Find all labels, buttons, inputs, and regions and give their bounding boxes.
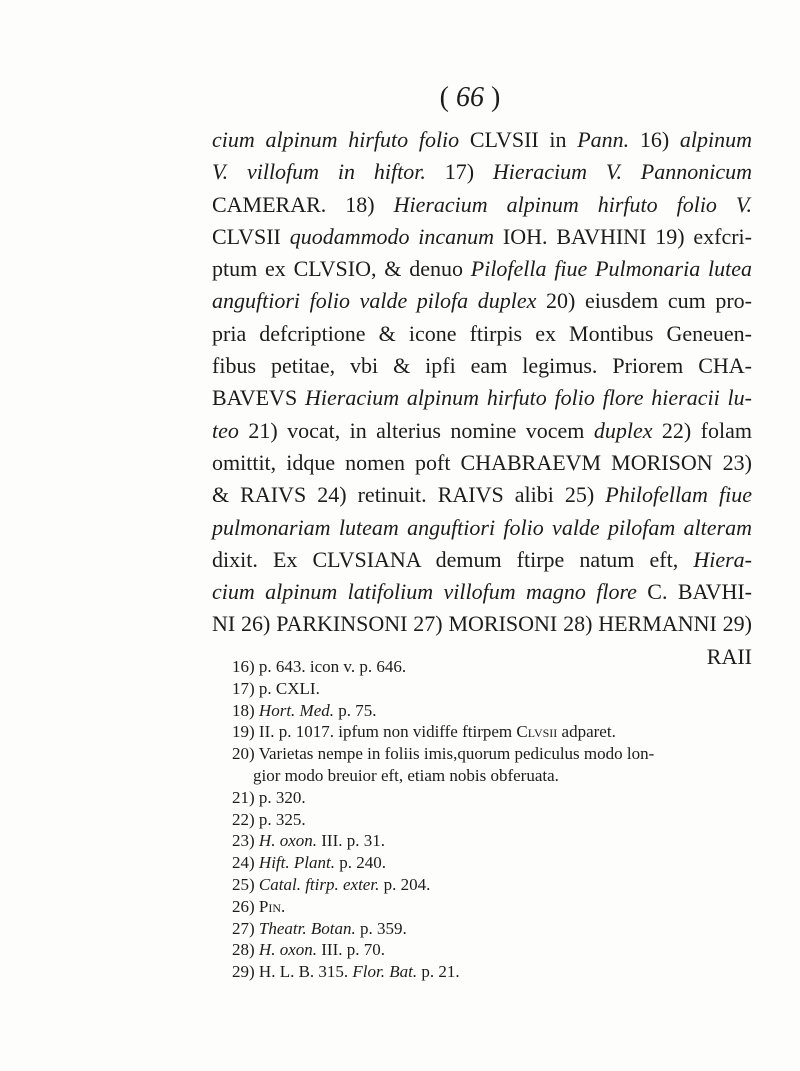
text-line-run: Hieracium alpinum hirfuto folio flore hieracii lu- (305, 385, 752, 411)
text-line-run: dixit. Ex CLVSIANA demum ftirpe natum eft, (212, 546, 694, 572)
text-line (212, 415, 752, 447)
text-line-run: Pann. (577, 127, 630, 152)
text-line-run: pulmonariam luteam anguftiori folio valde pilofam alteram (212, 514, 752, 540)
footnote (232, 678, 752, 700)
text-line-run: alpinum (679, 127, 752, 152)
text-line-run: BAVEVS (212, 385, 305, 411)
text-line (212, 221, 752, 253)
text-line-run: teo (212, 417, 239, 443)
text-line-run: 21) vocat, in alterius nomine vocem (238, 417, 594, 443)
text-line (212, 512, 752, 544)
footnote-run: Pin. (258, 896, 286, 916)
footnote-run: III. p. 31. (317, 831, 385, 851)
footnote-run: 23) (232, 831, 259, 851)
footnote-run: 22) p. 325. (232, 809, 306, 829)
text-line-run: Hieracium alpinum hirfuto folio V. (393, 191, 753, 217)
footnote-run: Hort. Med. (258, 700, 334, 720)
page-number-value: 66 (456, 82, 484, 113)
footnotes (232, 656, 752, 983)
text-line-run: 17) (425, 159, 493, 185)
text-line (212, 576, 752, 608)
page-number: ( 66 ) (439, 82, 501, 113)
footnote (232, 896, 752, 918)
text-line-run: CLVSII (212, 223, 290, 249)
footnote (232, 721, 752, 743)
footnote-run: p. 240. (334, 853, 386, 873)
footnote-run: Theatr. Botan. (258, 918, 356, 938)
footnote-run: p. 204. (379, 874, 431, 894)
footnote (232, 787, 752, 809)
text-line-run: 20) eiusdem cum pro- (536, 288, 753, 314)
text-line-run: C. BAVHI- (636, 579, 752, 605)
text-line-run: RAII (706, 643, 752, 669)
text-line-run: & RAIVS 24) retinuit. RAIVS alibi 25) (212, 482, 606, 508)
footnote (232, 700, 752, 722)
footnote (232, 656, 752, 678)
footnote-run: Clvsii (516, 722, 558, 742)
text-line (212, 285, 752, 317)
text-line-run: Philofellam fiue (605, 482, 752, 508)
footnote-run: p. 21. (417, 962, 460, 982)
text-line-run: V. villofum in hiftor. (212, 159, 426, 185)
text-line-run: omittit, idque nomen poft CHABRAEVM MORISON 23) (212, 449, 752, 475)
footnote-run: Catal. ftirp. exter. (258, 874, 380, 894)
text-line (212, 253, 752, 285)
text-line (212, 382, 752, 414)
text-line (212, 318, 752, 350)
footnote (232, 939, 752, 961)
text-line-run: pria defcriptione & icone ftirpis ex Montibus Geneuen- (212, 320, 752, 346)
text-line-run: Hiera- (693, 546, 752, 572)
footnote (232, 830, 752, 852)
footnote-run: p. 75. (334, 700, 377, 720)
text-line-run: Hieracium V. Pannonicum (492, 159, 752, 185)
footnote-run: 18) (232, 700, 259, 720)
footnote-run: 29) H. L. B. 315. (232, 962, 353, 982)
footnote (232, 874, 752, 896)
footnote (232, 809, 752, 831)
text-line-run: NI 26) PARKINSONI 27) MORISONI 28) HERMANNI 29) (212, 611, 752, 637)
text-line-run: cium alpinum hirfuto folio (212, 127, 460, 152)
footnote-run: 25) (232, 874, 259, 894)
footnote-run: 26) (232, 896, 259, 916)
footnote-run: 17) p. CXLI. (232, 678, 320, 698)
text-line (212, 124, 752, 156)
footnote-run: gior modo breuior eft, etiam nobis obferuata. (253, 765, 559, 785)
text-line-run: 22) folam (652, 417, 752, 443)
footnote (232, 961, 752, 983)
text-line-run: duplex (593, 417, 653, 443)
main-text (212, 124, 752, 673)
text-line-run: 16) (629, 127, 680, 152)
text-line-run: fibus petitae, vbi & ipfi eam legimus. Priorem CHA- (212, 353, 752, 379)
footnote (232, 743, 752, 765)
text-line-run: Pilofella fiue Pulmonaria lutea (470, 256, 752, 282)
text-line (212, 608, 752, 640)
text-line-run: cium alpinum latifolium villofum magno flore (212, 579, 637, 605)
footnote-run: 28) (232, 940, 259, 960)
footnote-run: 19) II. p. 1017. ipfum non vidiffe ftirpem (232, 722, 517, 742)
footnote-run: 16) p. 643. icon v. p. 646. (232, 657, 407, 676)
footnote-run: p. 359. (355, 918, 407, 938)
text-line (212, 447, 752, 479)
footnote-run: 21) p. 320. (232, 787, 306, 807)
footnote-run: adparet. (557, 722, 616, 742)
footnote-run: 27) (232, 918, 259, 938)
text-line-run: anguftiori folio valde pilofa duplex (212, 288, 537, 314)
text-line-run: ptum ex CLVSIO, & denuo (212, 256, 471, 282)
text-line (212, 479, 752, 511)
footnote (232, 918, 752, 940)
text-line (212, 156, 752, 188)
footnote-run: 24) (232, 853, 259, 873)
text-line (212, 189, 752, 221)
text-line-run: CAMERAR. 18) (212, 191, 394, 217)
footnote-run: Flor. Bat. (352, 962, 418, 982)
footnote-run: H. oxon. (258, 940, 317, 960)
footnote-run: III. p. 70. (317, 940, 385, 960)
footnote-run: 20) Varietas nempe in foliis imis,quorum pediculus modo lon- (232, 744, 655, 764)
footnote-run: Hift. Plant. (258, 853, 335, 873)
text-line (212, 544, 752, 576)
text-line-run: IOH. BAVHINI 19) exfcri- (494, 223, 752, 249)
footnote-run: H. oxon. (258, 831, 317, 851)
text-line-run: CLVSII in (459, 127, 578, 152)
text-line (212, 350, 752, 382)
footnote (232, 765, 752, 787)
footnote (232, 852, 752, 874)
text-line-run: quodammodo incanum (289, 223, 495, 249)
